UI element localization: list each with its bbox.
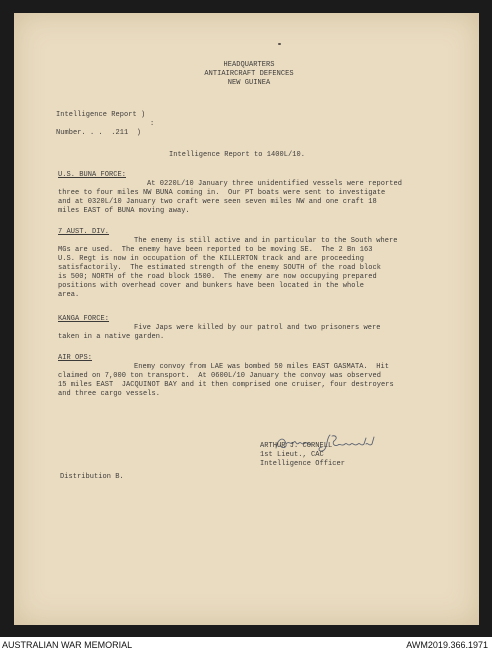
signatory-role: Intelligence Officer bbox=[260, 460, 346, 468]
paper-blemish bbox=[278, 43, 281, 45]
signatory-rank: 1st Lieut., CAC bbox=[260, 451, 324, 459]
aust-div-line-2: MGs are used. The enemy have been reported to be moving SE. The 2 Bn 163 bbox=[58, 246, 373, 254]
air-ops-line-1: Enemy convoy from LAE was bombed 50 miles EAST GASMATA. Hit bbox=[134, 363, 390, 371]
buna-line-4: miles EAST of BUNA moving away. bbox=[58, 207, 190, 215]
aust-div-line-1: The enemy is still active and in particular to the South where bbox=[134, 237, 398, 245]
aust-div-line-3: U.S. Regt is now in occupation of the KILLERTON track and are proceeding bbox=[58, 255, 365, 263]
footer-institution: AUSTRALIAN WAR MEMORIAL bbox=[2, 640, 133, 650]
document-page bbox=[14, 13, 479, 625]
air-ops-line-3: 15 miles EAST JACQUINOT BAY and it then comprised one cruiser, four destroyers bbox=[58, 381, 394, 389]
header-line-1: HEADQUARTERS bbox=[223, 61, 275, 69]
buna-line-1: At 0220L/10 January three unidentified vessels were reported bbox=[147, 180, 403, 188]
signatory-name: ARTHUR J. CORNELL bbox=[260, 442, 333, 450]
aust-div-line-7: area. bbox=[58, 291, 80, 299]
report-ref-line-1: Intelligence Report ) bbox=[56, 111, 146, 119]
section-heading-air-ops: AIR OPS: bbox=[58, 354, 93, 362]
buna-line-2: three to four miles NW BUNA coming in. Our PT boats were sent to investigate bbox=[58, 189, 386, 197]
footer-accession-number: AWM2019.366.1971 bbox=[406, 640, 488, 650]
aust-div-line-5: is 500; NORTH of the road block 1500. The enemy are now occupying prepared bbox=[58, 273, 377, 281]
aust-div-line-6: positions with overhead cover and bunkers have been located in the whole bbox=[58, 282, 365, 290]
report-ref-line-2: Number. . . .211 ) bbox=[56, 129, 142, 137]
section-heading-buna-force: U.S. BUNA FORCE: bbox=[58, 171, 127, 179]
header-line-3: NEW GUINEA bbox=[227, 79, 271, 87]
kanga-line-2: taken in a native garden. bbox=[58, 333, 165, 341]
section-heading-7-aust-div: 7 AUST. DIV. bbox=[58, 228, 110, 236]
header-line-2: ANTIAIRCRAFT DEFENCES bbox=[204, 70, 294, 78]
section-heading-kanga-force: KANGA FORCE: bbox=[58, 315, 110, 323]
report-title: Intelligence Report to 1400L/10. bbox=[169, 151, 306, 159]
buna-line-3: and at 0320L/10 January two craft were seen seven miles NW and one craft 18 bbox=[58, 198, 377, 206]
air-ops-line-4: and three cargo vessels. bbox=[58, 390, 161, 398]
distribution-line: Distribution B. bbox=[60, 473, 124, 481]
kanga-line-1: Five Japs were killed by our patrol and two prisoners were bbox=[134, 324, 381, 332]
aust-div-line-4: satisfactorily. The estimated strength of the enemy SOUTH of the road block bbox=[58, 264, 382, 272]
report-ref-colon: : bbox=[150, 120, 155, 128]
air-ops-line-2: claimed on 7,000 ton transport. At 0600L/10 January the convoy was observed bbox=[58, 372, 382, 380]
